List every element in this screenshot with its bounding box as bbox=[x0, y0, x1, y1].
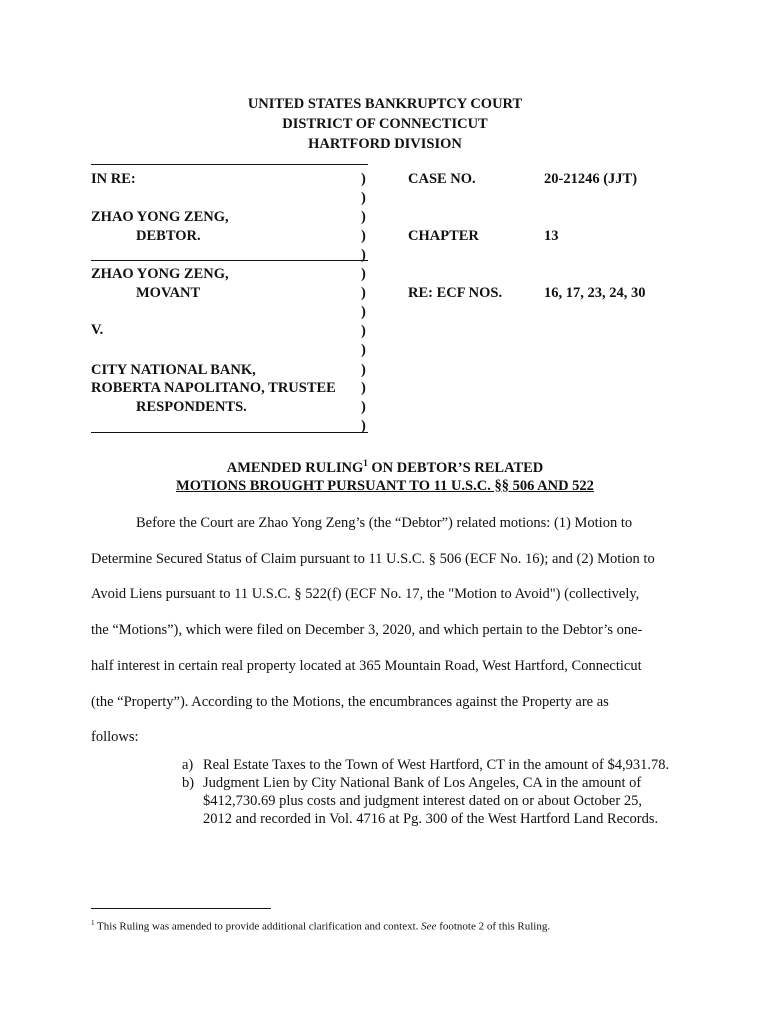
court-division: HARTFORD DIVISION bbox=[308, 136, 462, 152]
caption-paren: ) bbox=[361, 380, 366, 396]
caption-rule-middle bbox=[91, 260, 368, 261]
ecf-numbers-value: 16, 17, 23, 24, 30 bbox=[544, 285, 646, 301]
ruling-title bbox=[0, 454, 770, 495]
caption-paren: ) bbox=[361, 362, 366, 378]
caption-paren: ) bbox=[361, 342, 366, 358]
footnote-1 bbox=[91, 916, 550, 934]
footnote-text: This Ruling was amended to provide additional clarification and context. bbox=[94, 920, 422, 933]
encumbrance-list bbox=[182, 756, 672, 828]
caption-respondent-bank: CITY NATIONAL BANK, bbox=[91, 362, 256, 378]
case-number-value: 20-21246 (JJT) bbox=[544, 171, 638, 187]
body-line: Avoid Liens pursuant to 11 U.S.C. § 522(f) (ECF No. 17, the "Motion to Avoid") (collectively, bbox=[91, 586, 640, 603]
caption-movant-name: ZHAO YONG ZENG, bbox=[91, 266, 229, 282]
caption-rule-bottom bbox=[91, 432, 368, 433]
footnote-divider bbox=[91, 908, 271, 909]
footnote-ref-1[interactable]: 1 bbox=[363, 458, 368, 468]
ruling-title-line1 bbox=[0, 454, 770, 477]
body-line: (the “Property”). According to the Motions, the encumbrances against the Property are as bbox=[91, 693, 609, 710]
ruling-title-text: ON DEBTOR’S RELATED bbox=[367, 459, 544, 476]
list-item bbox=[182, 774, 672, 828]
caption-in-re: IN RE: bbox=[91, 171, 136, 187]
caption-respondent-trustee: ROBERTA NAPOLITANO, TRUSTEE bbox=[91, 380, 336, 396]
list-item bbox=[182, 756, 672, 774]
court-header bbox=[0, 94, 770, 154]
caption-paren: ) bbox=[361, 304, 366, 320]
chapter-label: CHAPTER bbox=[408, 228, 479, 244]
body-line: Determine Secured Status of Claim pursuant to 11 U.S.C. § 506 (ECF No. 16); and (2) Motion to bbox=[91, 550, 655, 567]
court-name: UNITED STATES BANKRUPTCY COURT bbox=[247, 96, 523, 112]
caption-paren: ) bbox=[361, 247, 366, 263]
caption-paren: ) bbox=[361, 399, 366, 415]
caption-paren: ) bbox=[361, 285, 366, 301]
caption-paren: ) bbox=[361, 209, 366, 225]
body-line: Before the Court are Zhao Yong Zeng’s (the “Debtor”) related motions: (1) Motion to bbox=[136, 515, 633, 531]
caption-paren: ) bbox=[361, 171, 366, 187]
list-marker: a) bbox=[182, 757, 194, 773]
ecf-numbers-label: RE: ECF NOS. bbox=[408, 285, 503, 301]
caption-debtor-name: ZHAO YONG ZENG, bbox=[91, 209, 229, 225]
caption-paren: ) bbox=[361, 323, 366, 339]
case-number-label: CASE NO. bbox=[408, 171, 476, 187]
caption-debtor-role: DEBTOR. bbox=[136, 228, 201, 244]
body-line: the “Motions”), which were filed on December 3, 2020, and which pertain to the Debtor’s one- bbox=[91, 622, 643, 639]
body-line: half interest in certain real property located at 365 Mountain Road, West Hartford, Connecticut bbox=[91, 657, 642, 674]
caption-versus: V. bbox=[91, 322, 104, 338]
caption-respondent-role: RESPONDENTS. bbox=[136, 399, 247, 415]
court-district: DISTRICT OF CONNECTICUT bbox=[282, 116, 488, 132]
caption-paren: ) bbox=[361, 228, 366, 244]
body-line: follows: bbox=[91, 729, 139, 746]
list-item-text: Judgment Lien by City National Bank of Los Angeles, CA in the amount of $412,730.69 plus costs and judgment interest dated on or about October 25, 2012 and recorded in Vol. 4716 at Pg. 300 of the West Hartford Land Records. bbox=[203, 775, 659, 827]
footnote-see: See bbox=[421, 920, 437, 933]
chapter-value: 13 bbox=[544, 228, 559, 244]
case-caption bbox=[91, 162, 691, 442]
ruling-title-text: AMENDED RULING bbox=[226, 459, 364, 476]
footnote-text: footnote 2 of this Ruling. bbox=[436, 920, 551, 933]
list-item-text: Real Estate Taxes to the Town of West Hartford, CT in the amount of $4,931.78. bbox=[203, 757, 670, 773]
caption-movant-role: MOVANT bbox=[136, 285, 201, 301]
body-paragraph bbox=[91, 506, 681, 756]
caption-rule-top bbox=[91, 164, 368, 165]
ruling-title-line2: MOTIONS BROUGHT PURSUANT TO 11 U.S.C. §§ 506 AND 522 bbox=[176, 477, 594, 494]
footnote-marker: 1 bbox=[91, 919, 95, 927]
caption-paren: ) bbox=[361, 190, 366, 206]
caption-paren: ) bbox=[361, 266, 366, 282]
list-marker: b) bbox=[182, 775, 195, 791]
caption-paren: ) bbox=[361, 418, 366, 434]
